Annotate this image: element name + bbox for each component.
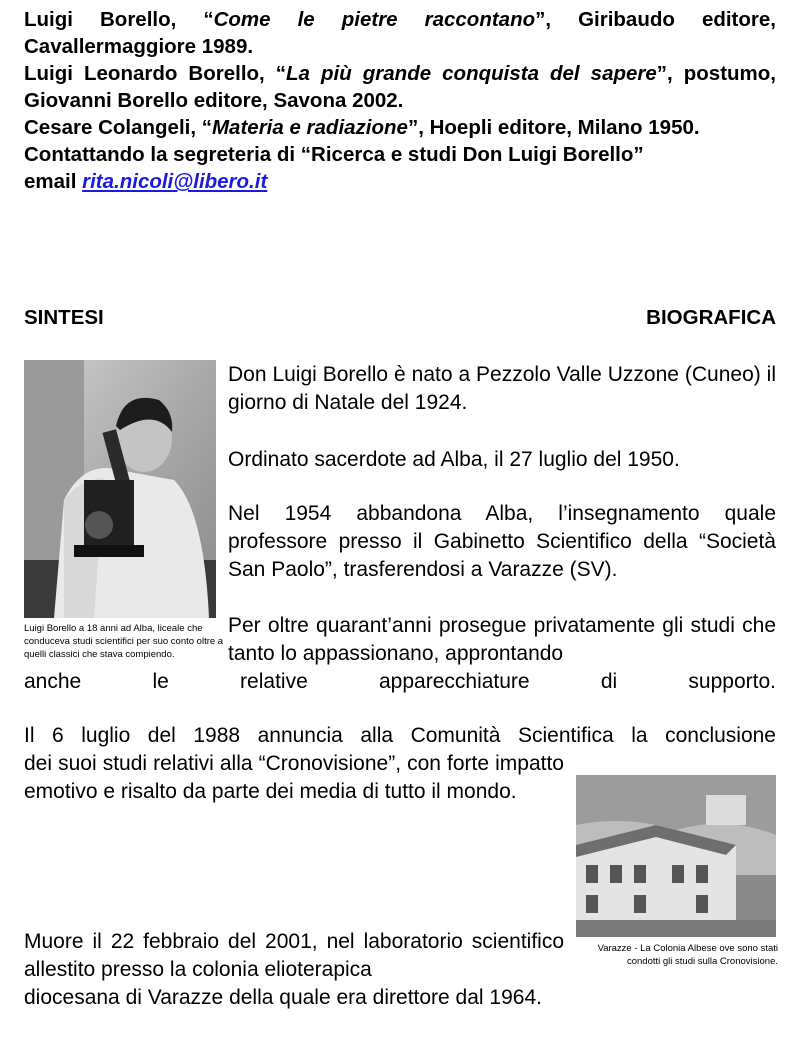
bib-author: Luigi Leonardo Borello, “ — [24, 62, 287, 85]
bib-entry-3 — [24, 114, 776, 141]
bib-details: ”, postumo, Giovanni Borello editore, Savona 2002. — [24, 62, 777, 112]
bib-entry-1 — [24, 6, 776, 60]
bib-entry-2 — [24, 60, 776, 114]
bib-details: ”, Giribaudo editore, Cavallermaggiore 1989. — [24, 8, 776, 58]
contact-line: Contattando la segreteria di “Ricerca e studi Don Luigi Borello” — [24, 143, 644, 166]
paragraph-birth: Don Luigi Borello è nato a Pezzolo Valle Uzzone (Cuneo) il giorno di Natale del 1924. — [228, 363, 776, 414]
paragraph-ordination: Ordinato sacerdote ad Alba, il 27 luglio del 1950. — [228, 448, 680, 471]
paragraph-studies-cont: anche le relative apparecchiature di supporto. — [24, 670, 776, 693]
email-label: email — [24, 170, 83, 193]
paragraph-death: Muore il 22 febbraio del 2001, nel laboratorio scientifico allestito presso la colonia elioterapica — [24, 930, 564, 981]
bib-author: Cesare Colangeli, “ — [24, 116, 212, 139]
portrait-photo — [24, 360, 216, 618]
bib-title: Come le pietre raccontano — [213, 8, 536, 31]
paragraph-announcement-cont: dei suoi studi relativi alla “Cronovisione”, con forte impatto emotivo e risalto da parte dei media di tutto il mondo. — [24, 752, 564, 803]
paragraph-announcement: Il 6 luglio del 1988 annuncia alla Comunità Scientifica la conclusione — [24, 724, 776, 747]
heading-biografica: BIOGRAFICA — [646, 306, 776, 329]
bib-title: Materia e radiazione — [211, 116, 408, 139]
paragraph-death-cont: diocesana di Varazze della quale era direttore dal 1964. — [24, 986, 542, 1009]
bibliography — [24, 6, 776, 195]
email-link[interactable]: rita.nicoli@libero.it — [82, 170, 268, 193]
email-line — [24, 168, 776, 195]
bib-author: Luigi Borello, “ — [24, 8, 214, 31]
bib-title: La più grande conquista del sapere — [286, 62, 657, 85]
paragraph-studies: Per oltre quarant’anni prosegue privatamente gli studi che tanto lo appassionano, approntando — [228, 614, 776, 665]
colony-photo — [576, 775, 776, 937]
colony-caption: Varazze - La Colonia Albese ove sono stati condotti gli studi sulla Cronovisione. — [597, 943, 778, 967]
portrait-caption: Luigi Borello a 18 anni ad Alba, liceale che conduceva studi scientifici per suo conto oltre a quelli classici che stava compiendo. — [24, 623, 224, 660]
bib-details: ”, Hoepli editore, Milano 1950. — [407, 116, 700, 139]
paragraph-varazze: Nel 1954 abbandona Alba, l’insegnamento quale professore presso il Gabinetto Scientifico della “Società San Paolo”, trasferendosi a Varazze (SV). — [228, 502, 776, 581]
heading-sintesi: SINTESI — [24, 306, 104, 329]
